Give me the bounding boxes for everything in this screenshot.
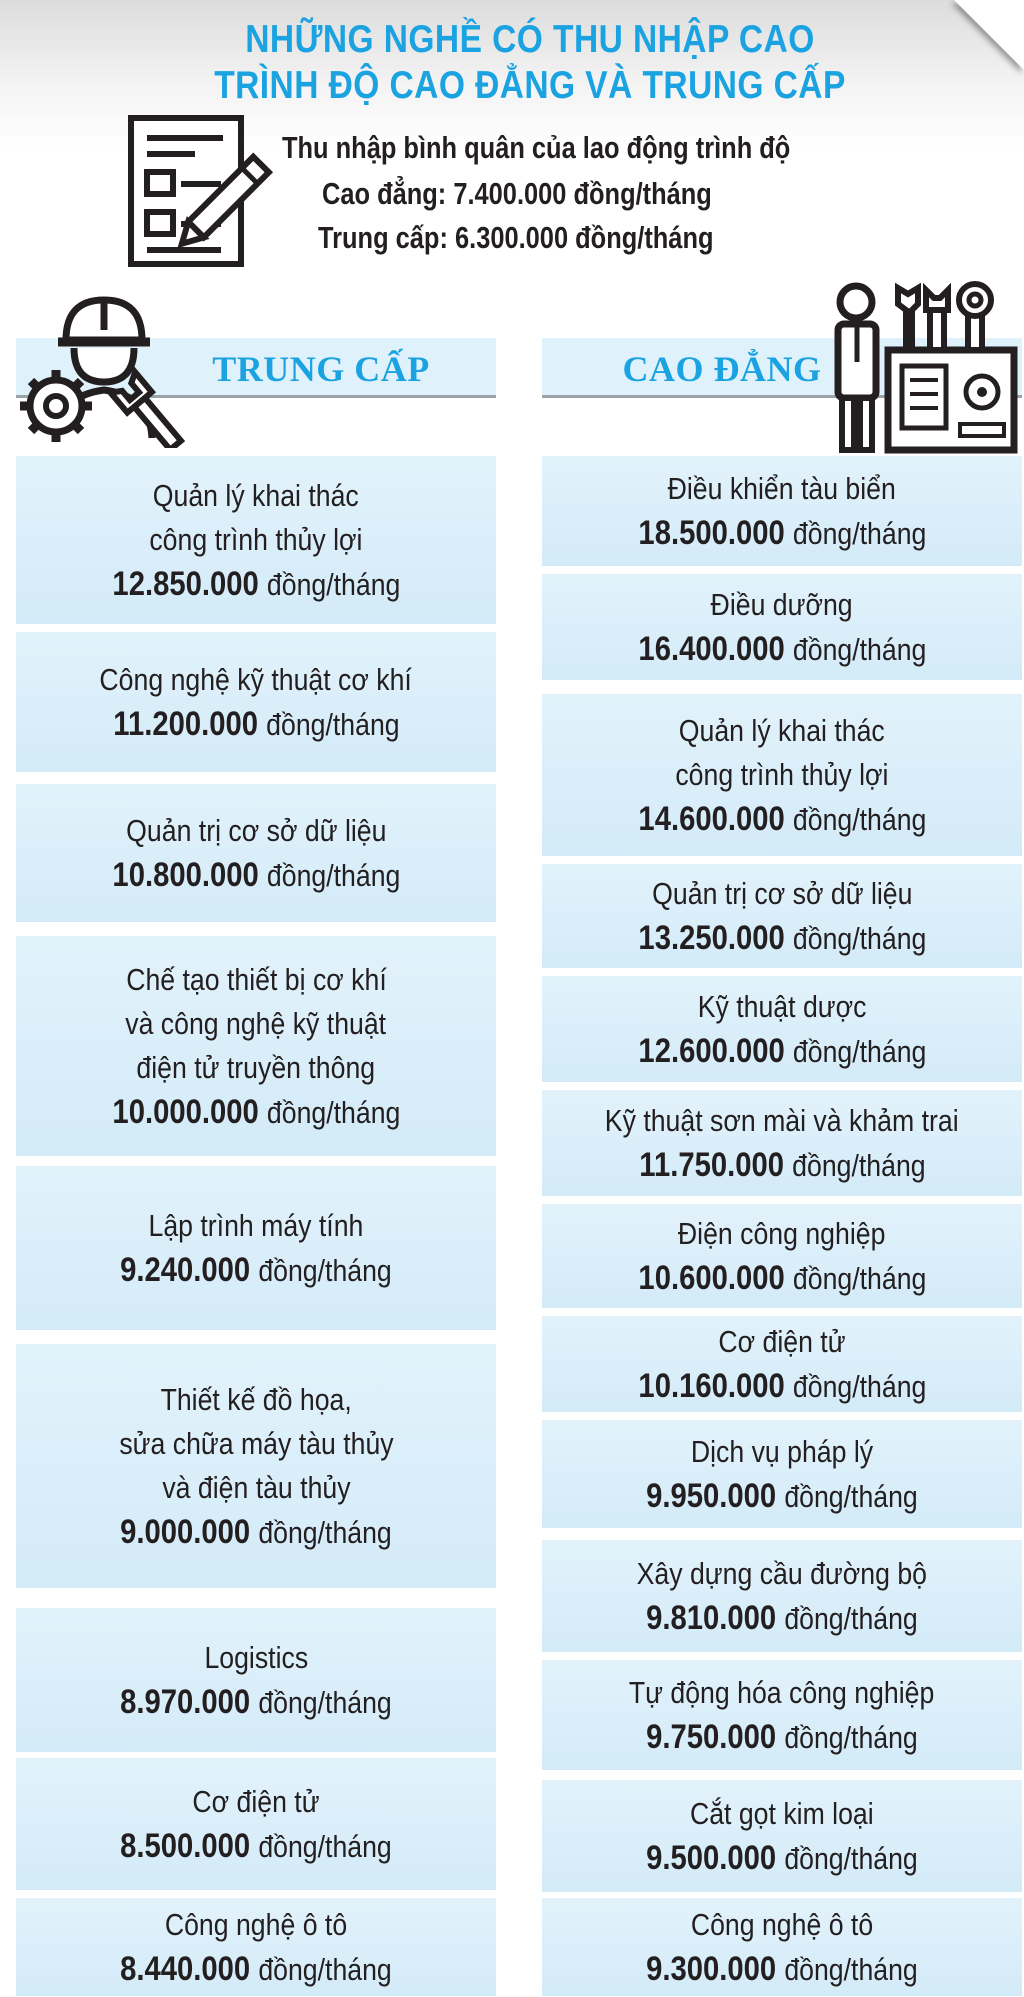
- title-line-2: TRÌNH ĐỘ CAO ĐẲNG VÀ TRUNG CẤP: [214, 64, 846, 107]
- salary-amount: [120, 1947, 392, 1992]
- salary-amount: [646, 1474, 918, 1519]
- salary-unit: đồng/tháng: [784, 1951, 918, 1987]
- salary-unit: đồng/tháng: [791, 1147, 926, 1183]
- job-title-line: Công nghệ kỹ thuật cơ khí: [99, 661, 413, 697]
- job-title-line: Xây dựng cầu đường bộ: [636, 1555, 928, 1591]
- salary-unit: đồng/tháng: [258, 1828, 392, 1864]
- salary-amount: [638, 1029, 926, 1074]
- salary-value: 10.000.000: [112, 1092, 259, 1131]
- salary-amount: [638, 627, 926, 672]
- salary-amount: [113, 702, 399, 747]
- salary-unit: đồng/tháng: [784, 1719, 918, 1755]
- page-curl: [954, 0, 1024, 70]
- engineer-gear-wrench-icon: [18, 278, 188, 448]
- salary-amount: [638, 1364, 926, 1409]
- job-title-line: Dịch vụ pháp lý: [690, 1433, 874, 1469]
- job-title-line: Kỹ thuật dược: [697, 988, 867, 1024]
- salary-value: 12.600.000: [638, 1031, 785, 1070]
- job-title-line: Quản lý khai thác: [679, 712, 885, 748]
- salary-amount: [638, 511, 926, 556]
- subtitle-line-1: Thu nhập bình quân của lao động trình độ: [282, 130, 791, 165]
- salary-amount: [112, 853, 400, 898]
- salary-value: 9.000.000: [120, 1512, 251, 1551]
- job-title-line: Cơ điện tử: [718, 1323, 846, 1359]
- salary-value: 9.500.000: [646, 1838, 777, 1877]
- job-card: [16, 632, 496, 772]
- job-card: [542, 976, 1022, 1082]
- job-title-line: Điều khiển tàu biển: [667, 470, 897, 506]
- job-card: [542, 1898, 1022, 1996]
- salary-value: 14.600.000: [638, 799, 785, 838]
- job-card: [542, 1780, 1022, 1892]
- job-title-line: Tự động hóa công nghiệp: [629, 1674, 935, 1710]
- job-title-line: Điện công nghiệp: [678, 1215, 886, 1251]
- title-line-1: NHỮNG NGHỀ CÓ THU NHẬP CAO: [245, 18, 815, 61]
- subtitle-line-3: Trung cấp: 6.300.000 đồng/tháng: [318, 220, 714, 255]
- salary-unit: đồng/tháng: [265, 706, 400, 742]
- salary-value: 9.810.000: [646, 1598, 777, 1637]
- job-title-line: điện tử truyền thông: [136, 1049, 376, 1085]
- trung-cap-heading: TRUNG CẤP: [212, 349, 430, 389]
- job-title-line: công trình thủy lợi: [675, 756, 889, 792]
- job-title-line: Công nghệ ô tô: [164, 1906, 348, 1942]
- salary-unit: đồng/tháng: [792, 920, 926, 956]
- salary-value: 16.400.000: [638, 629, 785, 668]
- job-card: [16, 1608, 496, 1752]
- salary-unit: đồng/tháng: [784, 1600, 918, 1636]
- salary-amount: [112, 562, 400, 607]
- job-card: [16, 1758, 496, 1890]
- salary-value: 9.300.000: [646, 1949, 777, 1988]
- job-card: [542, 574, 1022, 680]
- salary-value: 9.240.000: [120, 1250, 251, 1289]
- salary-unit: đồng/tháng: [258, 1684, 392, 1720]
- job-title-line: Điều dưỡng: [710, 586, 854, 622]
- salary-amount: [639, 1143, 925, 1188]
- job-card: [542, 864, 1022, 968]
- checklist-pencil-icon: [125, 112, 275, 272]
- salary-amount: [120, 1510, 392, 1555]
- salary-value: 8.440.000: [120, 1949, 251, 1988]
- salary-unit: đồng/tháng: [266, 1094, 400, 1130]
- salary-unit: đồng/tháng: [792, 1260, 926, 1296]
- job-title-line: và điện tàu thủy: [161, 1469, 351, 1505]
- job-title-line: Quản trị cơ sở dữ liệu: [125, 812, 387, 848]
- salary-value: 11.750.000: [638, 1145, 784, 1184]
- job-title-line: và công nghệ kỹ thuật: [125, 1005, 387, 1041]
- job-card: [542, 1540, 1022, 1652]
- salary-amount: [120, 1680, 392, 1725]
- salary-value: 8.970.000: [120, 1682, 251, 1721]
- subtitle-line-2: Cao đẳng: 7.400.000 đồng/tháng: [322, 176, 712, 211]
- salary-value: 13.250.000: [638, 918, 785, 957]
- job-title-line: Logistics: [204, 1639, 308, 1675]
- cao-dang-heading: CAO ĐẲNG: [622, 349, 822, 389]
- job-title-line: Quản lý khai thác: [153, 477, 359, 513]
- salary-unit: đồng/tháng: [792, 631, 926, 667]
- job-title-line: công trình thủy lợi: [149, 521, 363, 557]
- salary-unit: đồng/tháng: [784, 1840, 918, 1876]
- salary-value: 12.850.000: [112, 564, 259, 603]
- job-title-line: Thiết kế đồ họa,: [160, 1381, 352, 1417]
- job-title-line: Kỹ thuật sơn mài và khảm trai: [605, 1102, 959, 1138]
- job-title-line: Cắt gọt kim loại: [690, 1795, 874, 1831]
- job-card: [16, 936, 496, 1156]
- salary-value: 10.800.000: [112, 855, 259, 894]
- salary-value: 18.500.000: [638, 513, 785, 552]
- job-card: [16, 456, 496, 624]
- salary-unit: đồng/tháng: [792, 515, 926, 551]
- salary-amount: [638, 797, 926, 842]
- job-card: [542, 1204, 1022, 1308]
- job-card: [542, 1316, 1022, 1412]
- salary-unit: đồng/tháng: [258, 1951, 392, 1987]
- job-title-line: Quản trị cơ sở dữ liệu: [651, 875, 913, 911]
- salary-unit: đồng/tháng: [792, 1033, 926, 1069]
- job-card: [542, 694, 1022, 856]
- salary-amount: [112, 1090, 400, 1135]
- salary-amount: [646, 1596, 918, 1641]
- salary-unit: đồng/tháng: [266, 857, 400, 893]
- job-title-line: Chế tạo thiết bị cơ khí: [125, 961, 387, 997]
- salary-amount: [120, 1248, 392, 1293]
- salary-unit: đồng/tháng: [258, 1514, 392, 1550]
- salary-amount: [646, 1836, 918, 1881]
- salary-amount: [638, 916, 926, 961]
- job-title-line: sửa chữa máy tàu thủy: [118, 1425, 394, 1461]
- job-title-line: Công nghệ ô tô: [690, 1906, 874, 1942]
- salary-unit: đồng/tháng: [792, 801, 926, 837]
- salary-unit: đồng/tháng: [258, 1252, 392, 1288]
- salary-value: 11.200.000: [112, 704, 258, 743]
- salary-value: 8.500.000: [120, 1826, 251, 1865]
- job-title-line: Lập trình máy tính: [148, 1207, 364, 1243]
- salary-value: 10.600.000: [638, 1258, 785, 1297]
- job-card: [16, 1166, 496, 1330]
- job-card: [16, 1344, 496, 1588]
- job-card: [542, 456, 1022, 566]
- job-title-line: Cơ điện tử: [192, 1783, 320, 1819]
- salary-value: 10.160.000: [638, 1366, 785, 1405]
- job-card: [542, 1660, 1022, 1770]
- salary-value: 9.750.000: [646, 1717, 777, 1756]
- salary-amount: [646, 1947, 918, 1992]
- salary-unit: đồng/tháng: [784, 1478, 918, 1514]
- salary-amount: [646, 1715, 918, 1760]
- job-card: [542, 1420, 1022, 1528]
- job-card: [16, 784, 496, 922]
- salary-amount: [638, 1256, 926, 1301]
- worker-machine-tools-icon: [822, 280, 1022, 455]
- job-card: [542, 1090, 1022, 1196]
- salary-value: 9.950.000: [646, 1476, 777, 1515]
- salary-unit: đồng/tháng: [266, 566, 400, 602]
- salary-unit: đồng/tháng: [792, 1368, 926, 1404]
- job-card: [16, 1898, 496, 1996]
- salary-amount: [120, 1824, 392, 1869]
